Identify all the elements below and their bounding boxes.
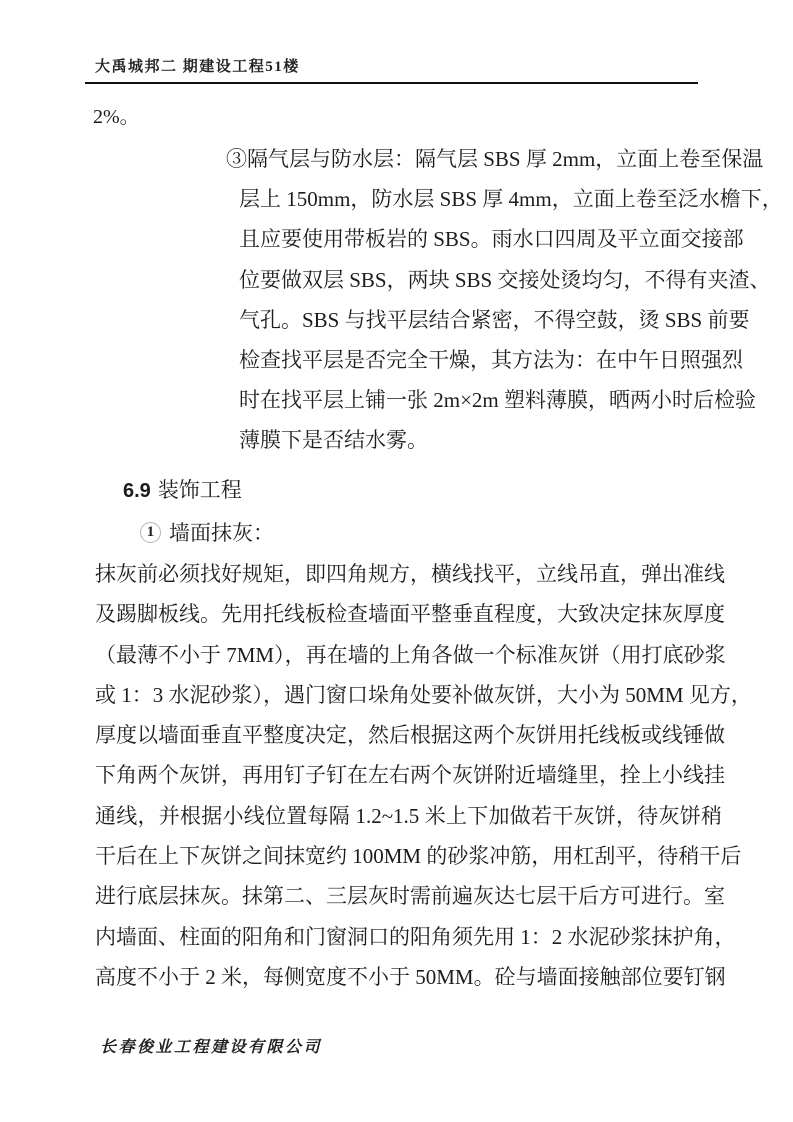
text-line: 气孔。SBS 与找平层结合紧密，不得空鼓，烫 SBS 前要 — [239, 307, 750, 332]
text-line: 检查找平层是否完全干燥，其方法为：在中午日照强烈 — [239, 348, 743, 373]
plaster-paragraph — [95, 554, 752, 997]
intro-line: 2%。 — [93, 106, 140, 128]
sub-heading-title: 墙面抹灰： — [169, 521, 274, 545]
text-line: 厚度以墙面垂直平整度决定，然后根据这两个灰饼用托线板或线锤做 — [95, 723, 725, 748]
text-line: 进行底层抹灰。抹第二、三层灰时需前遍灰达七层干后方可进行。室 — [95, 884, 725, 909]
text-line: 下角两个灰饼，再用钉子钉在左右两个灰饼附近墙缝里，拴上小线挂 — [95, 763, 725, 788]
text-line: 层上 150mm，防水层 SBS 厚 4mm，立面上卷至泛水檐下， — [239, 187, 783, 212]
section-title: 装饰工程 — [157, 478, 242, 502]
section-heading-6-9 — [123, 474, 242, 504]
clause-3-paragraph — [226, 139, 783, 461]
text-line: 时在找平层上铺一张 2m×2m 塑料薄膜，晒两小时后检验 — [239, 388, 757, 413]
header-title: 大禹城邦二 期建设工程51楼 — [95, 59, 300, 75]
text-line: 薄膜下是否结水雾。 — [239, 428, 428, 453]
sub-heading-wall-plaster — [140, 517, 274, 547]
circled-number-marker: 1 — [140, 522, 161, 543]
text-line: 高度不小于 2 米，每侧宽度不小于 50MM。砼与墙面接触部位要钉钢 — [95, 964, 726, 989]
text-line: 及踢脚板线。先用托线板检查墙面平整垂直程度，大致决定抹灰厚度 — [95, 602, 725, 627]
text-line: （最薄不小于 7MM），再在墙的上角各做一个标准灰饼（用打底砂浆 — [95, 642, 726, 667]
text-line: 位要做双层 SBS，两块 SBS 交接处烫均匀，不得有夹渣、 — [239, 267, 771, 292]
text-line: 抹灰前必须找好规矩，即四角规方，横线找平，立线吊直，弹出准线 — [95, 562, 725, 586]
section-number: 6.9 — [123, 480, 151, 502]
text-line: 干后在上下灰饼之间抹宽约 100MM 的砂浆冲筋，用杠刮平，待稍干后 — [95, 844, 742, 869]
text-line: 内墙面、柱面的阳角和门窗洞口的阳角须先用 1：2 水泥砂浆抹护角， — [95, 924, 736, 949]
text-line: 且应要使用带板岩的 SBS。雨水口四周及平立面交接部 — [239, 227, 744, 252]
page-footer — [100, 1034, 322, 1057]
company-name: 长春俊业工程建设有限公司 — [100, 1039, 323, 1056]
text-line: ③隔气层与防水层：隔气层 SBS 厚 2mm，立面上卷至保温 — [226, 147, 764, 171]
page-header — [85, 55, 698, 84]
text-line: 通线，并根据小线位置每隔 1.2~1.5 米上下加做若干灰饼，待灰饼稍 — [95, 803, 722, 828]
text-line: 或 1：3 水泥砂浆），遇门窗口垛角处要补做灰饼，大小为 50MM 见方， — [95, 682, 752, 707]
